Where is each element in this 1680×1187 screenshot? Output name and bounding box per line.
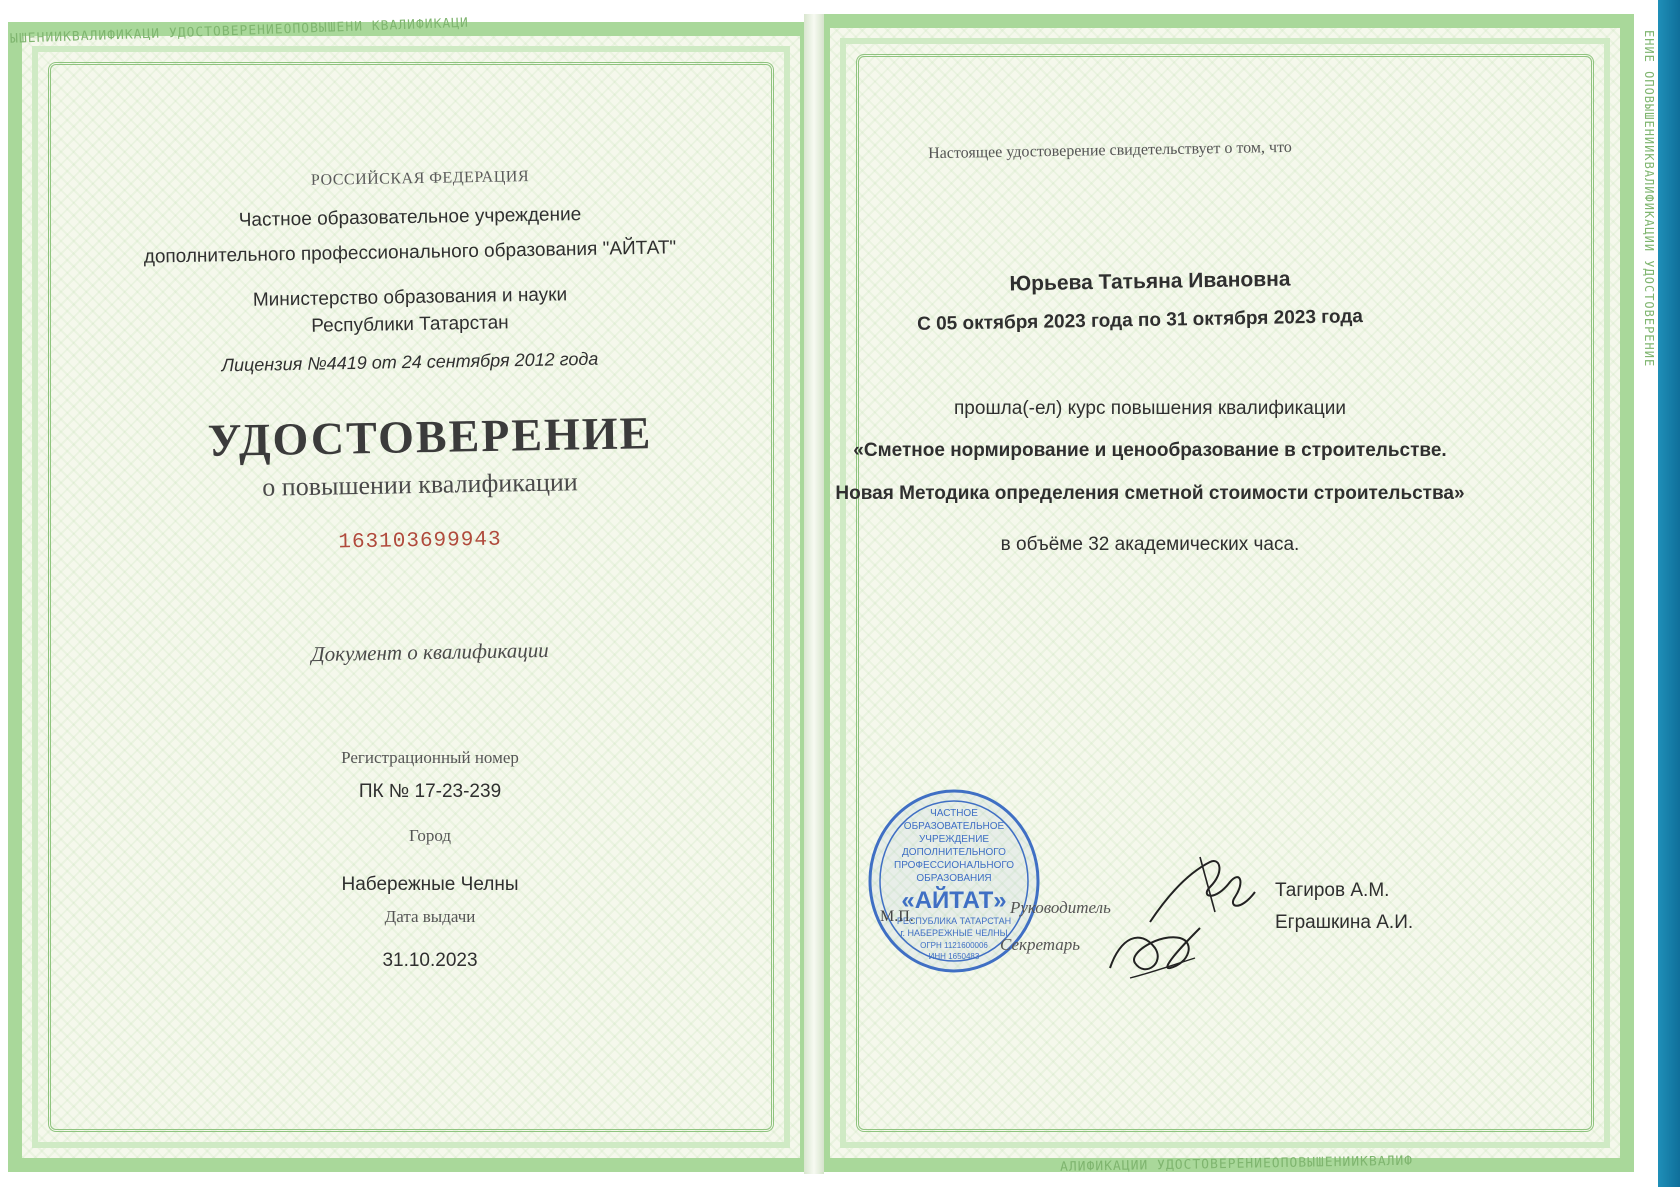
country-heading: РОССИЙСКАЯ ФЕДЕРАЦИЯ [310, 168, 530, 189]
svg-text:ОБРАЗОВАНИЯ: ОБРАЗОВАНИЯ [916, 873, 992, 884]
registration-number: ПК № 17-23-239 [358, 781, 502, 802]
issue-date-label: Дата выдачи [384, 907, 476, 926]
holder-name: Юрьева Татьяна Ивановна [1009, 267, 1291, 296]
city-value: Набережные Челны [341, 874, 519, 895]
left-page [8, 22, 814, 1172]
registration-label: Регистрационный номер [341, 748, 519, 767]
passed-text: прошла(-ел) курс повышения квалификации [954, 398, 1346, 419]
course-period: С 05 октября 2023 года по 31 октября 2023 года [916, 306, 1364, 335]
cover-edge [1658, 0, 1680, 1187]
microtext-top: ЫШЕНИИКВАЛИФИКАЦИ УДОСТОВЕРЕНИЕОПОВЫШЕНИ КВАЛИФИКАЦИ [9, 15, 470, 47]
secretary-label: Секретарь [1000, 935, 1080, 954]
ministry-line-2: Республики Татарстан [311, 312, 509, 337]
svg-text:г. НАБЕРЕЖНЫЕ ЧЕЛНЫ: г. НАБЕРЕЖНЫЕ ЧЕЛНЫ [900, 928, 1008, 938]
microtext-side: ЕНИЕ ОПОВЫШЕНИИКВАЛИФИКАЦИИ УДОСТОВЕРЕНИЕ [1642, 30, 1656, 368]
document-type: Документ о квалификации [311, 637, 549, 667]
svg-text:ДОПОЛНИТЕЛЬНОГО: ДОПОЛНИТЕЛЬНОГО [902, 847, 1006, 858]
microtext-bottom: АЛИФИКАЦИИ УДОСТОВЕРЕНИЕОПОВЫШЕНИИКВАЛИФ [1059, 1153, 1414, 1175]
svg-text:ОГРН 1121600006: ОГРН 1121600006 [920, 941, 988, 950]
svg-text:ПРОФЕССИОНАЛЬНОГО: ПРОФЕССИОНАЛЬНОГО [894, 860, 1014, 871]
course-title-line-2: Новая Методика определения сметной стоимости строительства» [835, 483, 1465, 504]
serial-number: 163103699943 [338, 528, 502, 555]
book-spine [804, 14, 824, 1174]
certificate-title: УДОСТОВЕРЕНИЕ [207, 407, 653, 466]
svg-text:ИНН 1650483: ИНН 1650483 [928, 952, 980, 961]
svg-text:ЧАСТНОЕ: ЧАСТНОЕ [930, 808, 978, 819]
seal-place-label: М.П. [880, 908, 914, 925]
certificate-subtitle: о повышении квалификации [262, 467, 578, 502]
ministry-line-1: Министерство образования и науки [252, 284, 568, 311]
svg-text:УЧРЕЖДЕНИЕ: УЧРЕЖДЕНИЕ [918, 834, 990, 845]
course-volume: в объёме 32 академических часа. [1000, 534, 1300, 555]
svg-text:РЕСПУБЛИКА ТАТАРСТАН: РЕСПУБЛИКА ТАТАРСТАН [896, 916, 1012, 926]
license-line: Лицензия №4419 от 24 сентября 2012 года [221, 348, 599, 376]
svg-text:ОБРАЗОВАТЕЛЬНОЕ: ОБРАЗОВАТЕЛЬНОЕ [903, 821, 1005, 832]
right-page [816, 14, 1634, 1172]
head-label: Руководитель [1010, 898, 1111, 917]
org-line-2: дополнительного профессионального образования "АЙТАТ" [143, 237, 677, 268]
city-label: Город [409, 826, 451, 845]
org-line-1: Частное образовательное учреждение [238, 204, 582, 231]
secretary-signature [1100, 908, 1210, 988]
secretary-name: Еграшкина А.И. [1275, 912, 1414, 933]
issue-date-value: 31.10.2023 [382, 950, 478, 971]
svg-text:«АЙТАТ»: «АЙТАТ» [901, 887, 1007, 914]
intro-text: Настоящее удостоверение свидетельствует о том, что [928, 138, 1292, 163]
course-title-line-1: «Сметное нормирование и ценообразование в строительстве. [853, 440, 1447, 461]
head-name: Тагиров А.М. [1275, 880, 1390, 901]
